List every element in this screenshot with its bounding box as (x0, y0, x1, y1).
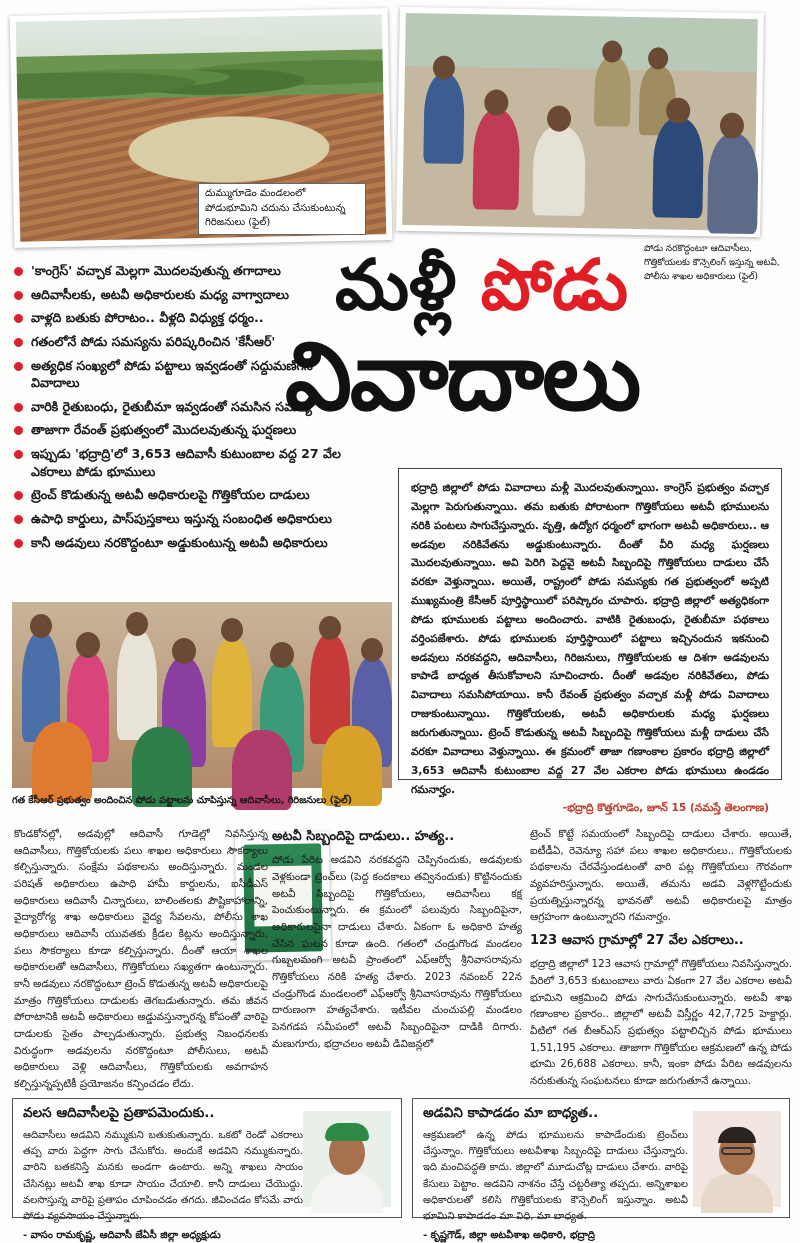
bullet-dot-icon (14, 362, 23, 371)
article-column-1 (14, 826, 268, 1093)
column-3-subheading: 123 ఆవాస గ్రామాల్లో 27 వేల ఎకరాలు.. (530, 933, 744, 949)
meeting-photo-caption: పోడు నరకొద్దంటూ ఆదివాసీలు, గొత్తికోయలకు కౌన్సెలింగ్ ఇస్తున్న అటవీ, పోలీసు శాఖల అధికారులు (ఫైల్) (644, 244, 780, 282)
highlight-item: గతంలోనే పోడు సమస్యను పరిష్కరించిన 'కేసీఆర్' (14, 333, 359, 351)
crowd-photo-caption: గత కేసీఆర్ ప్రభుత్వం అందించిన పోడు పట్టాలను చూపిస్తున్న ఆదివాసీలు, గిరిజనులు (ఫైల్) (12, 795, 353, 806)
article-column-2 (272, 826, 522, 1052)
highlight-item: ఇప్పుడు 'భద్రాద్రి'లో 3,653 ఆదివాసీ కుటుంబాల వద్ద 27 వేల ఎకరాలు పోడు భూములు (14, 445, 359, 480)
column-3-text: భద్రాద్రి జిల్లాలో 123 ఆవాస గ్రామాల్లో గొత్తికోయలు నివసిస్తున్నారు. వీరిలో 3,653 కుటుంబాలు వారు ఏకంగా 27 వేల ఎకరాల అటవీ భూమిని ఆక్రమించి పోడు సాగుచేసుకుంటున్నారు. అటవీ శాఖ గణాంకాల ప్రకారం.. జిల్లాలో అటవీ విస్తీర్ణం 42,7,725 హెక్టార్లు. వీటిలో గత బీఆర్ఎస్ ప్రభుత్వం పట్టాలిచ్చిన పోడు భూములు 1,51,195 ఎకరాలు. తాజాగా గొత్తికోయల ఆక్రమణలో ఉన్న పోడు భూమి 26,688 ఎకరాలు. కానీ, ఇంకా పోడు పేరిట అడవులను నరుకుతున్న సంఘటనలు కూడా జరుగుతూనే ఉన్నాయి. (530, 958, 792, 1087)
highlight-item: కానీ అడవులు నరకొద్దంటూ అడ్డుకుంటున్న అటవీ అధికారులు (14, 534, 359, 552)
column-1-text: కొండకోనల్లో, అడవుల్లో ఆదివాసీ గూడెల్లో నివసిస్తున్న ఆదివాసీలు, గొత్తికోయలకు పలు శాఖల అధికారులు సౌకర్యాలు కల్పిస్తున్నారు. సంక్షేమ పథకాలను అందిస్తున్నారు. మండల పరిషత్ అధికారులు ఉపాధి హామీ కార్డులను, ఐసీడీఎస్ అధికారులు ఆదివాసీ చిన్నారులు, బాలింతలకు పౌష్టికాహారాన్ని, వైద్యారోగ్య శాఖ అధికారులు వైద్య సేవలను, పోలీసు శాఖ అధికారులు ఆదివాసీ యువతకు క్రీడల కిట్లను అందిస్తున్నారు. పలు సౌకర్యాలు కూడా కల్పిస్తున్నారు. దీంతో ఆయా శాఖల అధికారులతో ఆదివాసీలు, గొత్తికోయలు సఖ్యతగా ఉంటున్నారు. కానీ అడవులు నరకొద్దంటూ ట్రెంచ్ కొడుతున్న అటవీ అధికారులపై మాత్రం గొత్తికోయలు దాడులకు తెగబడుతున్నారు. తమ జీవన పోరాటానికి అటవీ అధికారులు అడ్డువస్తున్నారన్న కోపంతో వారిపై దాడులకు సైతం పాల్పడుతున్నారు. ప్రభుత్వ నిబంధనలకు విరుద్ధంగా అడవులను నరకొద్దంటూ పోలీసులు, అటవీ అధికారులు వెళ్లి ఆదివాసీలు, గొత్తికోయలకు అవగాహన కల్పిస్తున్నప్పటికీ ప్రయోజనం కన్పించడం లేదు. (14, 828, 268, 1091)
portrait-photo (693, 1111, 781, 1207)
headline-word-malli: మళ్లీ (335, 243, 481, 326)
bullet-dot-icon (14, 450, 23, 459)
summary-box (398, 468, 782, 815)
headline (285, 243, 790, 450)
column-2-subheading: అటవీ సిబ్బందిపై దాడులు.. హత్య.. (272, 829, 455, 844)
bullet-dot-icon (14, 314, 23, 323)
highlight-item: తాజాగా రేవంత్ ప్రభుత్వంలో మొదలవుతున్న ఘర్షణలు (14, 421, 359, 439)
quote-signature: - వాసం రామకృష్ణ, ఆదివాసీ జేఏసీ జిల్లా అధ్యక్షుడు (23, 1230, 221, 1242)
bullet-dot-icon (14, 539, 23, 548)
meeting-photo (396, 7, 764, 237)
bullet-dot-icon (14, 403, 23, 412)
column-3-intro: ట్రెంచ్ కొట్టే సమయంలో సిబ్బందిపై దాడులు చేశారు. అయితే, ఐటీడీఏ, రెవెన్యూ సహా పలు శాఖల అధికారులు.. గొత్తికోయలకు పథకాలను చేరవేస్తుండటంతో వారి పట్ల గొత్తికోయలు గౌరవంగా వ్యవహరిస్తున్నారు. అయితే, తమను అడవి వెళ్లగొట్టేందుకు ప్రయత్నిస్తున్నారన్న భావనతో అటవీ అధికారులపై మాత్రం ఆగ్రహంగా ఉంటున్నారని గమనార్హం. (530, 828, 792, 924)
bullet-dot-icon (14, 267, 23, 276)
highlight-item: వాళ్లది బతుకు పోరాటం.. వీళ్లది విధ్యుక్త ధర్మం.. (14, 309, 359, 327)
quote-title: వలస ఆదివాసీలపై ప్రతాపమెందుకు.. (23, 1105, 215, 1121)
portrait-photo (303, 1111, 391, 1207)
highlight-item: ట్రెంచ్ కొడుతున్న అటవీ అధికారులపై గొత్తికోయల దాడులు (14, 486, 359, 504)
headline-line-2: వివాదాలు (285, 322, 640, 432)
headline-line-1 (335, 243, 628, 326)
headline-word-podu: పోడు (480, 243, 628, 326)
quote-title: అడవిని కాపాడడం మా బాధ్యత.. (423, 1105, 599, 1121)
quote-box-tribal-leader (12, 1098, 402, 1242)
column-2-text: పోడు పేరిట అడవిని నరకవద్దని చెప్పినందుకు, అడవులకు వెళ్లకుండా ట్రెంచ్‌లు (పెద్ద కందకాలు తవ్వినందుకు) కొట్టినందుకు అటవీ సిబ్బందిపై గొత్తికోయలు, ఆదివాసీలు కక్ష పెంచుకుంటున్నారు. ఈ క్రమంలో పలువురు సిబ్బందిపైనా, అధికారులపైనా దాడులు చేశారు. ఏకంగా ఓ అధికారి హత్య చేసిన ఘటన కూడా ఉంది. గతంలో చండ్రుగొండ మండలం గుబ్బలమంగి అటవీ ప్రాంతంలో ఎఫ్‌ఆర్వో శ్రీనివాసరావును గొత్తికోయలు నరికి హత్య చేశారు. 2023 నవంబర్ 22న చండ్రుగొండ మండలంలో ఎఫ్‌ఆర్వో శ్రీనివాసరావును గొత్తికోయలు దారుణంగా హత్యచేశారు. ఇటీవల చుంచుపల్లి మండలం పెనగడప సమీపంలో అటవీ సిబ్బందిపైనా దాడికి దిగారు. మణుగూరు, భద్రాచలం అటవీ డివిజన్లలో (272, 854, 522, 1050)
quote-text: ఆదివాసీలు అడవిని నమ్ముకుని బతుకుతున్నారు. ఒకటో రెండో ఎకరాలు తప్ప వారు పెద్దగా సాగు చేసుకోరు. అందుకే అడవిని నమ్ముకున్నారు. వారిని బతకనిస్తే మనకు అండగా ఉంటారు. అన్ని శాఖలు సాయం చేసినట్లు అటవీ శాఖ కూడా సాయం చేయాలి. కానీ దాడులు చేయొద్దు. వలసొస్తున్న వారిపై ప్రతాపం చూపించడం తగదు. జీవించడం కోసమే వారు పోడు వ్యవసాయం చేస్తున్నారు. (23, 1130, 303, 1222)
bullet-dot-icon (14, 291, 23, 300)
quote-text: ఆక్రమణలో ఉన్న పోడు భూములను కాపాడేందుకు ట్రెంచ్‌లు చేస్తున్నాం. గొత్తికోయలు అటవీశాఖ సిబ్బందిపై దాడులు చేస్తున్నారు. ఇది మంచిపద్ధతి కాదు. జిల్లాలో మూడుచోట్ల దాడులు చేశారు. వారిపై కేసులు పెట్టాం. అడవిని నాశనం చేస్తే చట్టరీత్యా తప్పదు. అన్నిశాఖల అధికారులతో కలిసి గొత్తికోయలకు కౌన్సెలింగ్ ఇస్తున్నాం. అటవీ భూమిని కాపాడడం మా విధి, మా బాధ్యత. (423, 1130, 688, 1222)
bullet-dot-icon (14, 338, 23, 347)
bullet-dot-icon (14, 515, 23, 524)
bullet-dot-icon (14, 426, 23, 435)
quote-signature: - కృష్ణగౌడ్, జిల్లా అటవీశాఖ అధికారి, భద్రాద్రి (423, 1230, 595, 1242)
highlight-item: 'కాంగ్రెస్' వచ్చాక మెల్లగా మొదలవుతున్న తగాదాలు (14, 262, 359, 280)
highlight-item: అత్యధిక సంఖ్యలో పోడు పట్టాలు ఇవ్వడంతో సద్దుమణిగిన వివాదాలు (14, 357, 359, 392)
quote-box-forest-officer (412, 1098, 790, 1242)
article-column-3 (530, 826, 792, 1090)
summary-text: భద్రాద్రి జిల్లాలో పోడు వివాదాలు మళ్లీ మొదలవుతున్నాయి. కాంగ్రెస్ ప్రభుత్వం వచ్చాక మెల్లగా పెరుగుతున్నాయి. తమ బతుకు పోరాటంగా గొత్తికోయలు అటవీ భూములను నరికి పంటలు సాగుచేస్తున్నారు. వృత్తి, ఉద్యోగ ధర్మంలో భాగంగా అటవీ అధికారులు.. ఆ అడవుల నరికివేతను అడ్డుకుంటున్నారు. దీంతో వీరి మధ్య ఘర్షణలు మొదలవుతున్నాయి. అవి పెరిగి పెద్దవై అటవీ సిబ్బందిపై గొత్తికోయలు దాడులు చేసే వరకూ వెళ్తున్నాయి. అయితే, రాష్ట్రంలో పోడు సమస్యకు గత ప్రభుత్వంలో అప్పటి ముఖ్యమంత్రి కేసీఆర్ పూర్తిస్థాయిలో పరిష్కారం చూపారు. భద్రాద్రి జిల్లాలో అత్యధికంగా పోడు భూములకు పట్టాలు అందించారు. వాటికి రైతుబంధు, రైతుబీమా పథకాలు వర్తింపజేశారు. పోడు భూములకు పూర్తిస్థాయిలో పట్టాలు ఇచ్చినందున ఇకనుంచి అడవులు నరకవద్దని, ఆదివాసీలు, గిరిజనులు, గొత్తికోయలకు ఆ దిశగా అడవులను కాపాడే బాధ్యత తీసుకోవాలని సూచించారు. దీంతో అడవుల నరికివేతలు, పోడు వివాదాలు సమసిపోయాయి. కానీ రేవంత్ ప్రభుత్వం వచ్చాక మళ్లీ పోడు వివాదాలు రాజుకుంటున్నాయి. గొత్తికోయలకు, అటవీ అధికారులకు మధ్య ఘర్షణలు జరుగుతున్నాయి. ట్రెంచ్ కొడుతున్న అటవీ సిబ్బందిపై గొత్తికోయలు మళ్లీ దాడులు చేసే వరకూ వివాదాలు వెళ్తున్నాయి. ఈ క్రమంలో తాజా గణాంకాల ప్రకారం భద్రాద్రి జిల్లాలో 3,653 ఆదివాసీ కుటుంబాల వద్ద 27 వేల ఎకరాల పోడు భూములు ఉండడం గమనార్హం. (411, 482, 769, 796)
highlight-item: వారికి రైతుబంధు, రైతుబీమా ఇవ్వడంతో సమసిన సమస్య (14, 398, 359, 416)
field-photo-caption: దుమ్ముగూడెం మండలంలో పోడుభూమిని చదును చేసుకుంటున్న గిరిజనులు (ఫైల్) (198, 183, 366, 235)
highlight-item: ఆదివాసీలకు, అటవీ అధికారులకు మధ్య వాగ్వాదాలు (14, 286, 359, 304)
highlight-item: ఉపాధి కార్డులు, పాస్‌పుస్తకాలు ఇస్తున్న సంబంధిత అధికారులు (14, 510, 359, 528)
bullet-dot-icon (14, 491, 23, 500)
crowd-photo (12, 602, 392, 788)
dateline: -భద్రాద్రి కొత్తగూడెం, జూన్ 15 (నమస్తే తెలంగాణ) (562, 802, 769, 815)
